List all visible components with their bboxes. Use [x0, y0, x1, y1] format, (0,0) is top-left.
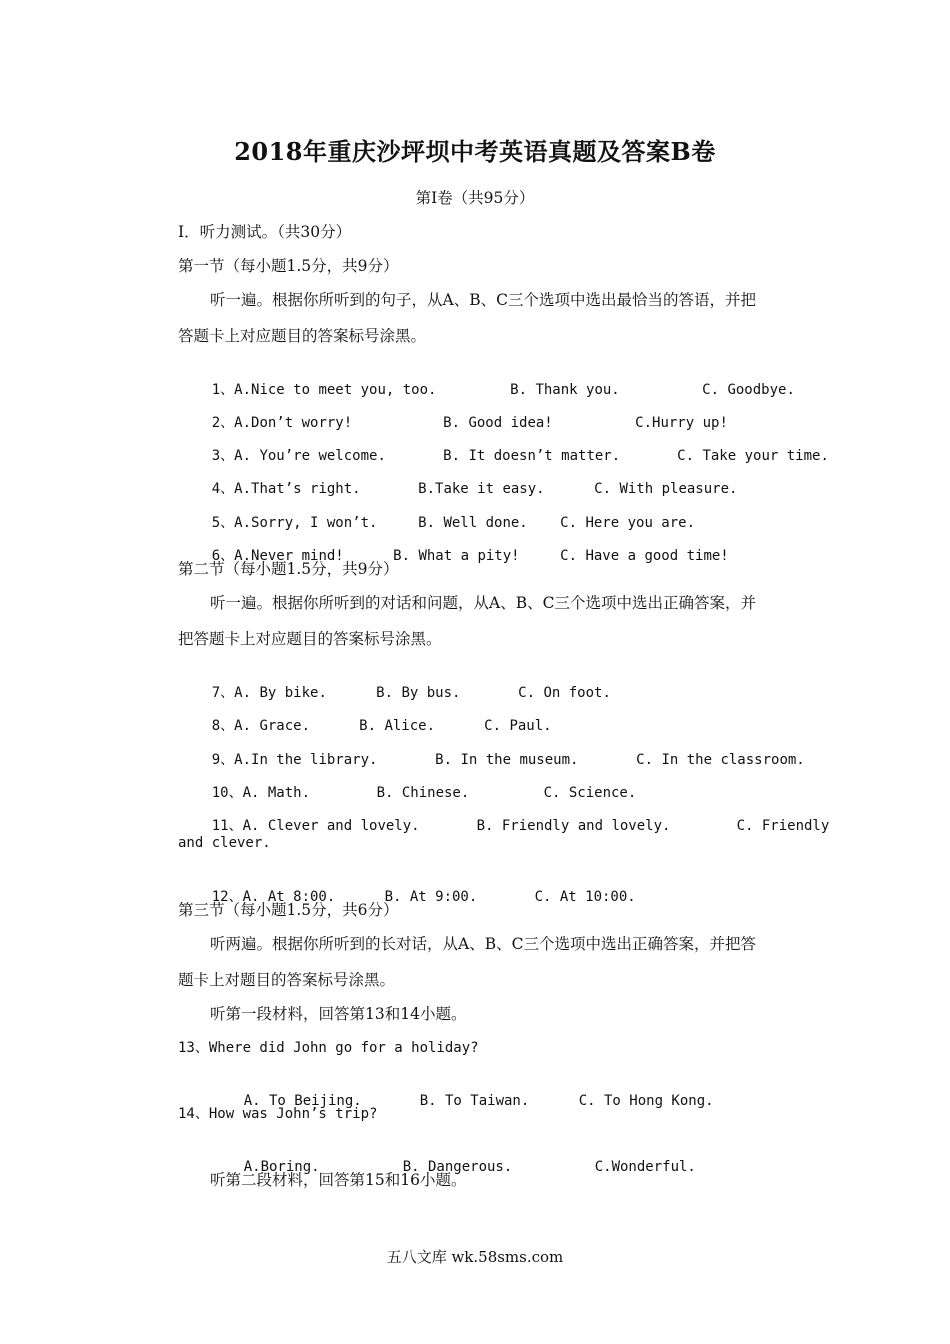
- option-a: A.In the library.: [234, 752, 378, 768]
- part-1-heading: 第一节（每小题1.5分，共9分）: [178, 257, 399, 275]
- option-b: B. It doesn’t matter.: [443, 448, 621, 464]
- option-c: C. Take your time.: [677, 448, 829, 464]
- option-b: B. In the museum.: [435, 752, 579, 768]
- option-c: C.Hurry up!: [635, 415, 728, 431]
- question-13: 13、Where did John go for a holiday?: [178, 1040, 479, 1056]
- option-a: A.Sorry, I won’t.: [234, 515, 378, 531]
- question-number: 1、: [211, 382, 235, 398]
- part-3-instruction-cont: 题卡上对题目的答案标号涂黑。: [178, 971, 396, 989]
- option-c: C. Friendly: [736, 818, 830, 834]
- option-b: B. Thank you.: [510, 382, 620, 398]
- option-c: C. Have a good time!: [560, 548, 729, 564]
- question-number: 7、: [211, 685, 235, 701]
- option-c: C. With pleasure.: [594, 481, 738, 497]
- option-a: A. Grace.: [234, 718, 311, 734]
- option-c: C.Wonderful.: [594, 1159, 696, 1175]
- option-a: A. Math.: [242, 785, 311, 801]
- option-c: C. Here you are.: [560, 515, 696, 531]
- material-2-note: 听第二段材料，回答第15和16小题。: [210, 1171, 467, 1189]
- option-c: C. At 10:00.: [534, 889, 636, 905]
- option-c: C. Science.: [543, 785, 637, 801]
- option-c: C. Goodbye.: [702, 382, 795, 398]
- option-a: A.Nice to meet you, too.: [234, 382, 437, 398]
- option-b: B. Well done.: [418, 515, 528, 531]
- option-b: B. Alice.: [359, 718, 436, 734]
- option-a: A. To Beijing.: [243, 1093, 362, 1109]
- question-number: 5、: [211, 515, 235, 531]
- material-1-note: 听第一段材料，回答第13和14小题。: [210, 1005, 467, 1023]
- option-c: C. Paul.: [484, 718, 552, 734]
- option-a: A.Don’t worry!: [234, 415, 353, 431]
- option-b: B. Good idea!: [443, 415, 553, 431]
- option-a: A.Boring.: [243, 1159, 320, 1175]
- question-number: 4、: [211, 481, 235, 497]
- option-b: B. What a pity!: [393, 548, 520, 564]
- page-title: 2018年重庆沙坪坝中考英语真题及答案B卷: [234, 137, 716, 166]
- part-1-instruction-cont: 答题卡上对应题目的答案标号涂黑。: [178, 327, 427, 345]
- option-a: A. You’re welcome.: [234, 448, 386, 464]
- part-3-instruction: 听两遍。根据你所听到的长对话，从A、B、C三个选项中选出正确答案，并把答: [210, 935, 756, 953]
- option-b: B. To Taiwan.: [419, 1093, 530, 1109]
- option-c: C. On foot.: [518, 685, 611, 701]
- question-number: 3、: [211, 448, 235, 464]
- option-c: C. To Hong Kong.: [578, 1093, 714, 1109]
- option-b: B. By bus.: [376, 685, 461, 701]
- option-b: B. Chinese.: [376, 785, 470, 801]
- part-2-instruction: 听一遍。根据你所听到的对话和问题，从A、B、C三个选项中选出正确答案，并: [210, 594, 756, 612]
- question-number: 10、: [211, 785, 243, 801]
- question-number: 12、: [211, 889, 243, 905]
- option-c: C. In the classroom.: [636, 752, 805, 768]
- question-number: 2、: [211, 415, 235, 431]
- part-3-heading: 第三节（每小题1.5分，共6分）: [178, 901, 399, 919]
- paper-part: 第I卷（共95分）: [415, 189, 535, 207]
- option-a: A.That’s right.: [234, 481, 361, 497]
- option-b: B. Dangerous.: [402, 1159, 513, 1175]
- option-a: A. Clever and lovely.: [242, 818, 420, 834]
- question-14: 14、How was John’s trip?: [178, 1106, 378, 1122]
- option-b: B. At 9:00.: [384, 889, 478, 905]
- option-a: A.Never mind!: [234, 548, 344, 564]
- question-number: 6、: [211, 548, 235, 564]
- question-number: 9、: [211, 752, 235, 768]
- part-2-heading: 第二节（每小题1.5分，共9分）: [178, 560, 399, 578]
- question-number: 8、: [211, 718, 235, 734]
- question-11-continuation: and clever.: [178, 835, 271, 851]
- section-heading: I．听力测试。（共30分）: [178, 223, 352, 241]
- question-number: 11、: [211, 818, 243, 834]
- option-b: B.Take it easy.: [418, 481, 545, 497]
- question-11: [178, 796, 829, 856]
- option-a: A. By bike.: [234, 685, 327, 701]
- part-2-instruction-cont: 把答题卡上对应题目的答案标号涂黑。: [178, 630, 442, 648]
- part-1-instruction: 听一遍。根据你所听到的句子，从A、B、C三个选项中选出最恰当的答语，并把: [210, 291, 756, 309]
- footer-watermark: 五八文库 wk.58sms.com: [386, 1248, 564, 1266]
- option-a: A. At 8:00.: [242, 889, 336, 905]
- option-b: B. Friendly and lovely.: [476, 818, 671, 834]
